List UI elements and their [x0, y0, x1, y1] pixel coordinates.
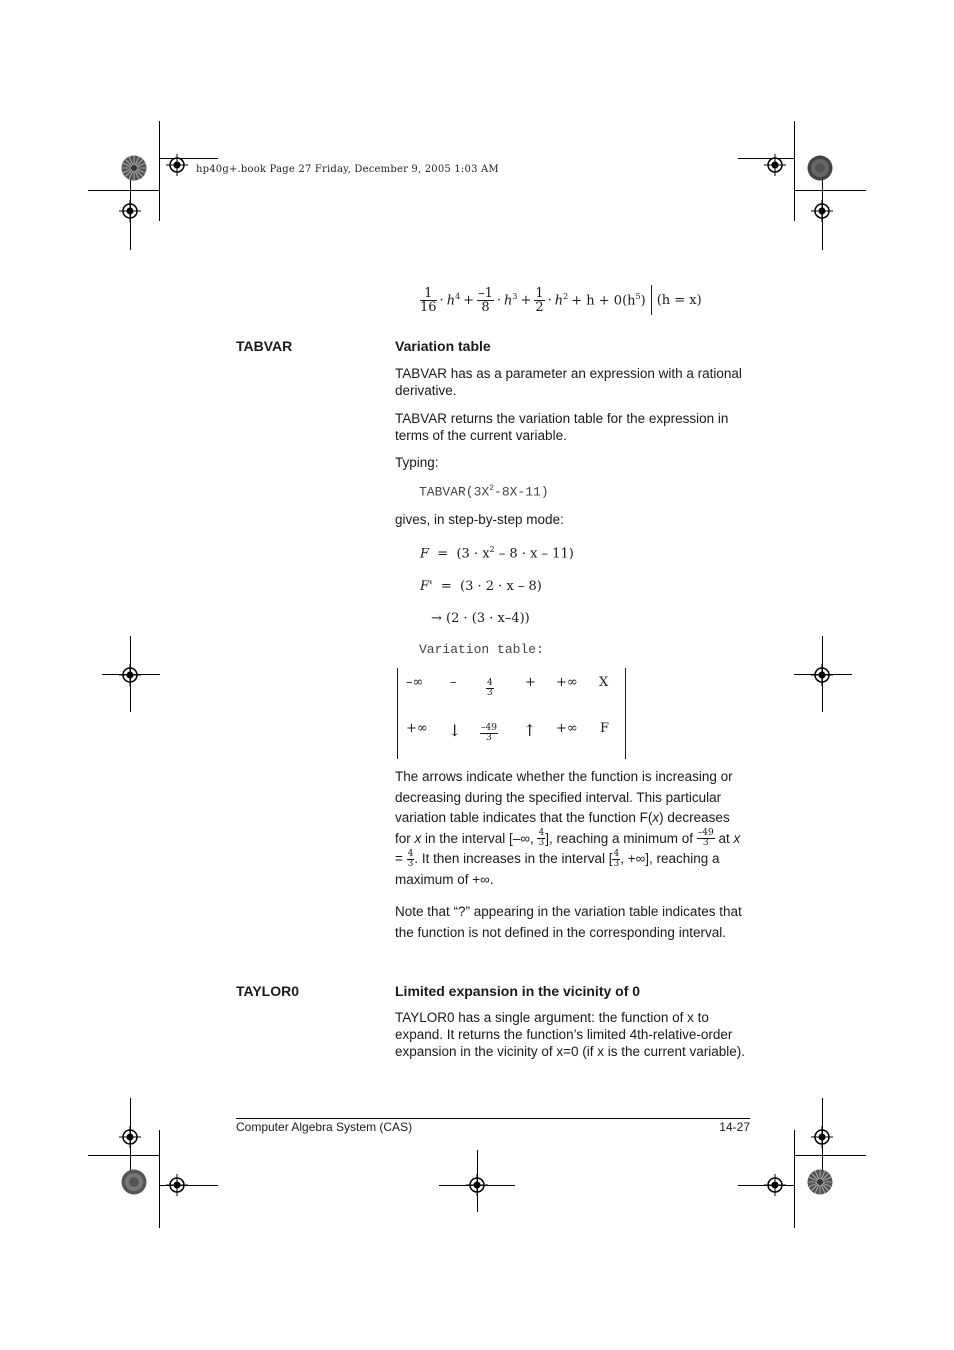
registration-target-icon — [811, 664, 833, 686]
registration-target-icon — [119, 200, 141, 222]
fraction: $\frac{1}{2}$ — [535, 285, 544, 315]
vt-cell: +∞ — [556, 721, 578, 736]
note-paragraph: Note that “?” appearing in the variation table indicates that the function is not defined in the corresponding interval. — [395, 904, 742, 940]
fraction: $\frac{4}{3}$ — [538, 828, 545, 849]
taylor-expression: $\frac{1}{16}$ · $h^4$ + $\frac{-1}{8}$ · $h^3$ + $\frac{1}{2}$ · $h^2$ + $h + 0(h^5)$ (h = x) — [420, 285, 702, 315]
footer-chapter: Computer Algebra System (CAS) — [236, 1120, 413, 1134]
evaluation-bar — [651, 285, 652, 315]
variation-table-label: Variation table: — [419, 642, 544, 657]
vt-cell: +∞ — [556, 675, 578, 690]
arrow-up-icon: ↑ — [523, 721, 537, 740]
vt-cell: – — [450, 675, 457, 690]
term-tabvar: TABVAR — [236, 338, 293, 354]
term-taylor0: TAYLOR0 — [236, 983, 300, 999]
fraction: $\frac{-49}{3}$ — [697, 828, 714, 849]
vt-cell: +∞ — [406, 721, 428, 736]
fraction: $\frac{-1}{8}$ — [478, 285, 493, 315]
color-wheel-icon — [121, 155, 147, 181]
typing-label: Typing: — [395, 455, 439, 470]
step-function: $F = (3 \cdot x^2 - 8 \cdot x - 11)$ — [420, 545, 574, 562]
tabvar-paragraph-1: TABVAR has as a parameter an expression with a rational derivative. — [395, 366, 742, 398]
footer-page-number: 14-27 — [719, 1120, 750, 1134]
registration-target-icon — [119, 664, 141, 686]
vt-fraction: $\frac{-49}{3}$ — [481, 723, 497, 743]
vt-cell: X — [599, 675, 609, 690]
vt-cell: F — [600, 721, 610, 736]
registration-target-icon — [119, 1126, 141, 1148]
taylor0-paragraph: TAYLOR0 has a single argument: the function of x to expand. It returns the function’s limited 4th-relative-order expansion in the vicinity of x=0 (if x is the current variable). — [395, 1010, 746, 1059]
taylor0-heading: Limited expansion in the vicinity of 0 — [395, 983, 641, 999]
vt-cell: –∞ — [406, 675, 424, 690]
fraction: $\frac{1}{16}$ — [420, 285, 437, 315]
tabvar-command: $TABVAR(3X^2-8X-11)$ — [419, 484, 549, 500]
registration-target-icon — [764, 1174, 786, 1196]
fraction: $\frac{4}{3}$ — [613, 848, 620, 869]
color-wheel-icon — [807, 1169, 833, 1195]
registration-target-icon — [466, 1174, 488, 1196]
vt-fraction: $\frac{4}{3}$ — [487, 678, 493, 698]
step-derivative: F' = (3 · 2 · x – 8) — [420, 579, 542, 594]
step-factored: → (2 · (3 · x–4)) — [431, 611, 530, 626]
tabvar-paragraph-2: TABVAR returns the variation table for the expression in terms of the current variable. — [395, 411, 729, 443]
registration-target-icon — [166, 154, 188, 176]
header-slug: hp40g+.book Page 27 Friday, December 9, 2005 1:03 AM — [196, 164, 499, 175]
gives-label: gives, in step-by-step mode: — [395, 512, 564, 527]
variation-table — [397, 668, 626, 759]
registration-target-icon — [811, 1126, 833, 1148]
variation-explanation: The arrows indicate whether the function is increasing or decreasing during the specified interval. This particular variation table indicates that the function F(x) decreases for x in the interval [–∞, $\frac{4}{3}$ ], reaching a minimum of $\frac{-49}{3}$ at x = $\frac{4}{3}$ . It then increases in the interval [ $\frac{4}{3}$ , +∞], reaching a maximum of +∞. — [395, 769, 741, 887]
arrow-down-icon: ↓ — [448, 721, 462, 740]
color-wheel-icon — [807, 155, 833, 181]
color-wheel-icon — [121, 1169, 147, 1195]
vt-cell: + — [525, 675, 536, 690]
tabvar-heading: Variation table — [395, 338, 491, 354]
footer-rule — [236, 1118, 750, 1119]
registration-target-icon — [811, 200, 833, 222]
fraction: $\frac{4}{3}$ — [407, 848, 414, 869]
registration-target-icon — [166, 1174, 188, 1196]
registration-target-icon — [764, 154, 786, 176]
